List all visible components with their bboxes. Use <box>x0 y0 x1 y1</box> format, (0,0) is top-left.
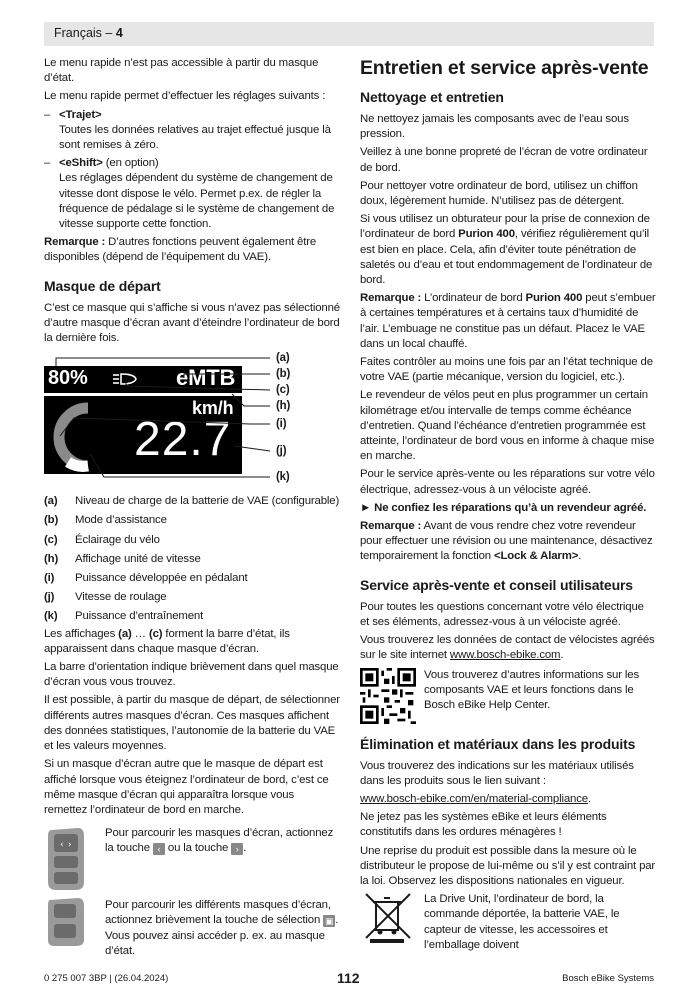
legend-text: Niveau de charge de la batterie de VAE (configurable) <box>75 495 340 508</box>
legend-text: Mode d’assistance <box>75 514 167 527</box>
legend-text: Affichage unité de vitesse <box>75 552 201 565</box>
right-column <box>360 56 656 953</box>
text-bold: <Lock & Alarm> <box>493 550 579 563</box>
remark <box>360 519 656 565</box>
footer-brand: Bosch eBike Systems <box>562 973 654 984</box>
remark-text: D’autres fonctions peuvent également être disponibles (dépend de l’équipement du VAE). <box>44 236 317 264</box>
legend <box>44 492 340 626</box>
paragraph: Pour le service après-vente ou les réparations sur votre vélo électrique, adressez-vous à un vélociste agréé. <box>360 468 655 496</box>
remark <box>360 291 656 352</box>
text-span: Les affichages <box>44 627 119 640</box>
text-span: . <box>578 550 582 563</box>
text-bold: Purion 400 <box>458 228 515 241</box>
assist-mode: eMTB <box>176 365 236 391</box>
text-span: Pour parcourir les différents masques d’écran, actionnez brièvement la touche de sélection <box>105 899 331 927</box>
text-span: ou la touche <box>164 842 232 855</box>
text-bold: Purion 400 <box>525 292 583 305</box>
text-bold: (c) <box>148 627 163 640</box>
legend-row <box>44 531 340 550</box>
paragraph: Le menu rapide permet d’effectuer les réglages suivants : <box>44 90 326 103</box>
select-instruction-text <box>99 896 340 959</box>
header-bar <box>44 22 654 46</box>
text-span: Vous trouverez les données de contact de vélocistes agréés sur le site internet <box>360 634 655 662</box>
callout-lines <box>44 356 340 486</box>
select-instruction-row <box>44 896 340 959</box>
legend-key: (c) <box>44 533 58 546</box>
display-illustration <box>44 352 340 486</box>
legend-key: (b) <box>44 514 59 527</box>
legend-key: (j) <box>44 591 55 604</box>
paragraph: Pour nettoyer votre ordinateur de bord, utilisez un chiffon doux, légèrement humide. N’utilisez pas de détergent. <box>360 179 638 208</box>
paragraph: Faites contrôler au moins une fois par an l’état technique de votre VAE (partie mécanique, version du logiciel, etc.). <box>360 356 653 384</box>
legend-key: (k) <box>44 610 58 623</box>
crossed-out-bin-icon <box>360 892 418 944</box>
text-span: . <box>560 649 564 662</box>
legend-row <box>44 511 340 530</box>
callout-i: (i) <box>276 418 287 431</box>
callout-b: (b) <box>276 368 291 381</box>
list-item: – <eShift> (en option) <box>44 157 159 170</box>
arrow-left-key-icon: ‹ <box>153 843 165 855</box>
section-title: Élimination et matériaux dans les produits <box>360 735 636 752</box>
list-item-label: <Trajet> <box>59 108 102 121</box>
legend-key: (a) <box>44 495 58 508</box>
bullet-instruction: ► Ne confiez les réparations qu’à un revendeur agréé. <box>360 501 647 514</box>
legend-text: Puissance développée en pédalant <box>75 572 248 585</box>
callout-k: (k) <box>276 471 290 484</box>
speed-unit: km/h <box>192 398 234 419</box>
paragraph <box>360 792 656 807</box>
svg-text:‹: ‹ <box>60 840 64 851</box>
paragraph: Le menu rapide n’est pas accessible à partir du masque d’état. <box>44 57 319 85</box>
bosch-website-link[interactable]: www.bosch-ebike.com <box>449 649 561 662</box>
paragraph: Veillez à une bonne propreté de l’écran de votre ordinateur de bord. <box>360 146 648 174</box>
paragraph: Vous trouverez des indications sur les matériaux utilisés dans les produits sous le lien suivant : <box>360 759 634 787</box>
header-title <box>54 26 123 40</box>
chapter-title: Entretien et service après-vente <box>360 57 649 79</box>
remark-label: Remarque : <box>44 236 106 249</box>
callout-a: (a) <box>276 352 290 365</box>
legend-text: Éclairage du vélo <box>75 533 160 546</box>
list-item-text: Les réglages dépendent du système de changement de vitesse dont dispose le vélo. Permet p.ex. de régler la fréquence de pédalage si le système de changement de vitesse supporte cette fonction. <box>59 172 335 231</box>
speed-value: 22.7 <box>134 413 232 467</box>
header-separator: – <box>101 26 116 40</box>
callout-j: (j) <box>276 445 287 458</box>
remote-control-arrows-icon <box>44 826 99 892</box>
qr-row <box>360 668 656 724</box>
list-item-suffix: (en option) <box>102 157 159 170</box>
header-language: Français <box>54 26 102 40</box>
paragraph: La barre d’orientation indique brièvement dans quel masque d’écran vous vous trouvez. <box>44 661 339 689</box>
legend-row <box>44 569 340 588</box>
legend-row <box>44 607 340 626</box>
footer-document-code: 0 275 007 3BP | (26.04.2024) <box>44 973 169 984</box>
paragraph <box>360 212 656 288</box>
list-item: – <Trajet> <box>44 108 102 121</box>
remark-label: Remarque : <box>360 520 422 533</box>
remote-control-select-icon <box>44 896 99 948</box>
left-column <box>44 56 340 959</box>
text-span: . <box>243 842 247 855</box>
list-item-text: Toutes les données relatives au trajet effectué jusque là sont remises à zéro. <box>59 123 331 152</box>
paragraph: C’est ce masque qui s’affiche si vous n’avez pas sélectionné d’autre masque d’écran avant d’éteindre l’ordinateur de bord la dernière fois. <box>44 301 340 345</box>
text-span: , vérifiez régulièrement qu’il est bien en place. Cela, afin d’éviter toute pénétration de saletés ou d’eau et tout endommagement de l’ordinateur de bord. <box>360 228 653 287</box>
legend-row <box>44 588 340 607</box>
paragraph: Si un masque d’écran autre que le masque de départ est affiché lorsque vous éteignez l’ordinateur de bord, c’est ce même masque d’écran qui apparaîtra lorsque vous remettez l’ordinateur de bord en marche. <box>44 758 329 816</box>
legend-row <box>44 550 340 569</box>
list-item-label: <eShift> <box>59 157 103 170</box>
nav-instruction-row <box>44 826 340 892</box>
callout-h: (h) <box>276 400 291 413</box>
legend-row <box>44 492 340 511</box>
text-span: forment la barre d’état, ils apparaissent dans chaque masque d’écran. <box>44 627 290 655</box>
remark <box>44 235 340 265</box>
paragraph <box>44 627 340 657</box>
legend-text: Vitesse de roulage <box>75 591 167 604</box>
remark-label: Remarque : <box>360 292 422 305</box>
text-span: Avant de vous rendre chez votre revendeur pour effectuer une révision ou une maintenance, désactivez temporairement la fonction <box>360 520 653 563</box>
disposal-row <box>360 892 656 953</box>
paragraph: Une reprise du produit est possible dans la mesure où le distributeur le propose de lui-même ou s’il y est contraint par la loi. Observez les dispositions nationales en vigueur. <box>360 844 656 887</box>
qr-description: Vous trouverez d’autres informations sur les composants VAE et leurs fonctions dans le Bosch eBike Help Center. <box>424 668 639 711</box>
section-title: Masque de départ <box>44 277 161 294</box>
disposal-text: La Drive Unit, l’ordinateur de bord, la commande déportée, la batterie VAE, le capteur de vitesse, les accessoires et l’emballage doivent <box>424 893 620 951</box>
paragraph: Le revendeur de vélos peut en plus programmer un certain kilométrage et/ou intervalle de temps comme échéance d’entretien. Quand l’échéance d’entretien programmée est atteinte, l’ordinateur de bord vous en informe à chaque mise en marche. <box>360 389 655 463</box>
paragraph: Il est possible, à partir du masque de départ, de sélectionner différents autres masques d’écran. Ces masques affichent des données statistiques, l’autonomie de la batterie du VAE et les valeurs moyennes. <box>44 694 340 753</box>
qr-code-icon[interactable] <box>360 668 416 724</box>
paragraph: Ne jetez pas les systèmes eBike et leurs éléments constitutifs dans les ordures ménagères ! <box>360 811 607 839</box>
header-page-number: 4 <box>115 26 123 40</box>
text-bold: (a) <box>118 627 132 640</box>
nav-instruction-text <box>99 826 340 892</box>
paragraph <box>360 633 656 663</box>
battery-level: 80% <box>48 367 88 390</box>
footer-page-number: 112 <box>337 970 360 986</box>
paragraph: Ne nettoyez jamais les composants avec de l’eau sous pression. <box>360 113 629 141</box>
callout-c: (c) <box>276 384 290 397</box>
material-compliance-link[interactable]: www.bosch-ebike.com/en/material-compliance <box>360 792 588 805</box>
text-span: L’ordinateur de bord <box>421 292 526 305</box>
paragraph: Pour toutes les questions concernant votre vélo électrique et ses éléments, adressez-vous à un vélociste agréé. <box>360 600 644 628</box>
legend-key: (h) <box>44 552 59 565</box>
text-span: . <box>587 792 591 805</box>
svg-text:›: › <box>68 840 72 851</box>
section-title: Nettoyage et entretien <box>360 89 504 105</box>
text-span: Pour parcourir les masques d’écran, actionnez la touche <box>105 827 334 855</box>
section-title: Service après-vente et conseil utilisateurs <box>360 576 633 593</box>
text-span: . Vous pouvez ainsi accéder p. ex. au masque d’état. <box>105 914 339 957</box>
text-span: … <box>131 627 149 640</box>
select-key-icon: ▣ <box>325 916 334 927</box>
legend-key: (i) <box>44 572 55 585</box>
legend-text: Puissance d’entraînement <box>75 610 204 623</box>
text-span: peut s’embuer à certaines températures et à certains taux d’humidité de l’air. L’embuage ne constitue pas un défaut. Placez le VAE dans un local chauffé. <box>360 292 656 350</box>
arrow-right-key-icon: › <box>231 843 243 855</box>
text-span: Si vous utilisez un obturateur pour la prise de connexion de l’ordinateur de bord <box>360 213 650 241</box>
